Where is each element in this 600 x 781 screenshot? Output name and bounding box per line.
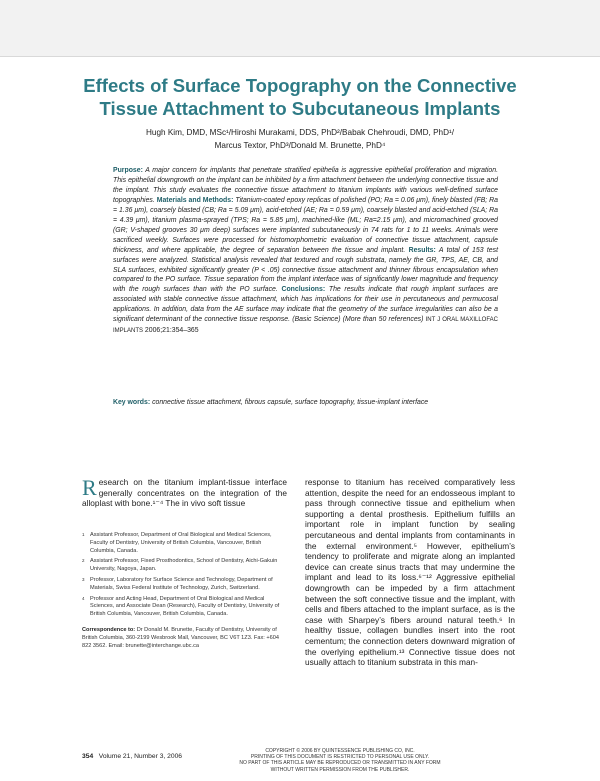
- footnotes: [82, 532, 287, 650]
- drop-cap: R: [82, 475, 97, 500]
- body-column-1: [82, 477, 287, 509]
- keywords-label: Key words:: [113, 399, 151, 406]
- footnote-text: Assistant Professor, Fixed Prosthodontics, School of Dentistry, Aichi-Gakuin University, Nagoya, Japan.: [90, 558, 278, 573]
- footnote: [82, 558, 287, 574]
- title-line-1: Effects of Surface Topography on the Connective: [83, 75, 517, 96]
- citation-journal: INT J ORAL MAXILLOFAC IMPLANTS: [113, 317, 498, 335]
- page-footer: [82, 753, 182, 760]
- header-divider: [0, 56, 600, 57]
- methods-text: Titanium-coated epoxy replicas of polished (PO; Ra = 0.06 μm), finely blasted (FB; Ra = 1.36 μm), coarsely blasted (CB; Ra = 5.09 μm), acid-etched (AE; Ra = 0.59 μm), coarsely blasted and acid-etched (SLA; Ra = 4.39 μm), titanium plasma-sprayed (TPS; Ra = 5.85 μm), machined-like (ML; Ra=2.15 μm), and micromachined grooved (GR; V-shaped grooves 30 μm deep) surfaces were implanted subcutaneously in 74 rats for 1 to 11 weeks. Animals were sacrificed weekly. Surfaces were processed for histomorphometric evaluation of connective tissue attachment, capsule thickness, and where applicable, the degree of separation between the tissue and implant.: [113, 196, 498, 254]
- keywords: [113, 398, 498, 408]
- results-text: A total of 153 test surfaces were analyzed. Statistical analysis revealed that textured and rough substrata, namely the GR, TPS, AE, CB, and SLA surfaces, exhibited significantly greater (P < .05) connective tissue attachment and thinner fibrous encapsulation when compared to the PO surface. Tissue separation from the implant interface was of significantly lower magnitude and frequency with the rough surfaces than with the PO surface.: [113, 246, 499, 294]
- authors-line-2: Marcus Textor, PhD³/Donald M. Brunette, PhD⁴: [214, 141, 386, 150]
- purpose-text: A major concern for implants that penetrate stratified epithelia is aggressive epithelial proliferation and migration. This epithelial downgrowth on the implant can be inhibited by a firm attachment between the underlying connective tissue and the implant. This study evaluates the connective tissue attachment to titanium implants with various well-defined surface topographies.: [113, 167, 498, 204]
- purpose-label: Purpose:: [113, 167, 143, 174]
- footnote-number: 1: [82, 532, 85, 537]
- keywords-text: connective tissue attachment, fibrous capsule, surface topography, tissue-implant interface: [150, 399, 429, 406]
- correspondence: [82, 627, 287, 650]
- article-title: [0, 74, 600, 120]
- header-band: [0, 0, 600, 56]
- authors-line-1: Hugh Kim, DMD, MSc¹/Hiroshi Murakami, DDS, PhD²/Babak Chehroudi, DMD, PhD¹/: [145, 128, 455, 137]
- abstract: [113, 166, 498, 337]
- conclusions-text: The results indicate that rough implant surfaces are associated with stable connective tissue attachment, which has implications for their use in percutaneous and permucosal applications. In addition, data from the AE surface may indicate that the geometry of the surface irregularities can also be a significant determinant of the connective tissue response. (Basic Science) (More than 50 references): [113, 286, 498, 324]
- copyright-line-4: WITHOUT WRITTEN PERMISSION FROM THE PUBLISHER.: [270, 766, 410, 773]
- body-text-1: esearch on the titanium implant-tissue interface generally concentrates on the integration of the alloplast with bone.¹⁻⁴ The in vivo soft tissue: [82, 477, 287, 508]
- methods-label: Materials and Methods:: [156, 196, 234, 204]
- footnote-number: 4: [82, 595, 85, 601]
- results-label: Results:: [408, 246, 436, 254]
- copyright-line-1: COPYRIGHT © 2006 BY QUINTESSENCE PUBLISHING CO, INC.: [265, 748, 415, 754]
- copyright-notice: [190, 748, 490, 773]
- footnote-number: 3: [82, 576, 85, 582]
- footnote: [82, 577, 287, 593]
- correspondence-text: Dr Donald M. Brunette, Faculty of Dentistry, University of British Columbia, 360-2199 Wesbrook Mall, Vancouver, BC V6T 1Z3. Fax: +604 822 3562. Email: brunette@interchange.ubc.ca: [82, 626, 279, 649]
- author-list: [40, 126, 560, 152]
- conclusions-label: Conclusions:: [281, 286, 326, 294]
- citation-ref: 2006;21:354–365: [143, 327, 199, 335]
- issue-info: Volume 21, Number 3, 2006: [98, 753, 183, 760]
- footnote-number: 2: [82, 558, 85, 564]
- page-number: 354: [82, 753, 94, 760]
- footnote: [82, 532, 287, 555]
- footnote-text: Assistant Professor, Department of Oral Biological and Medical Sciences, Faculty of Dentistry, University of British Columbia, Vancouver, British Columbia, Canada.: [90, 532, 272, 554]
- footnote: [82, 596, 287, 619]
- body-column-2: response to titanium has received comparatively less attention, despite the need for an endosseous implant to pass through connective tissue and epithelium when supporting a dental prosthesis. Epithelium fulfills an important role in implant function by sealing percutaneous and dental implants from contaminants in the external environment.⁵ However, epithelium’s tendency to proliferate and migrate along an implanted device can create sinus tracts that may undermine the implant and lead to its loss.⁶⁻¹² Aggressive epithelial downgrowth can be impeded by a firm attachment between the soft connective tissue and the implant, with cells and fibers attached to the implant surface, as is the case with Sharpey’s fibers around natural teeth.⁶ In healthy tissue, collagen bundles insert into the root cementum; the connection deters downward migration of the overlying epithelium.¹³ Connective tissue does not usually attach to titanium substrata in this man-: [305, 477, 515, 668]
- correspondence-label: Correspondence to:: [82, 626, 136, 633]
- footnote-text: Professor and Acting Head, Department of Oral Biological and Medical Sciences, and Associate Dean (Research), Faculty of Dentistry, University of British Columbia, Vancouver, British Columbia, Canada.: [90, 595, 280, 618]
- title-line-2: Tissue Attachment to Subcutaneous Implants: [99, 98, 501, 119]
- copyright-line-2: PRINTING OF THIS DOCUMENT IS RESTRICTED TO PERSONAL USE ONLY.: [250, 754, 430, 761]
- copyright-line-3: NO PART OF THIS ARTICLE MAY BE REPRODUCED OR TRANSMITTED IN ANY FORM: [239, 760, 441, 767]
- footnote-text: Professor, Laboratory for Surface Science and Technology, Department of Materials, Swiss Federal Institute of Technology, Zurich, Switzerland.: [90, 576, 273, 591]
